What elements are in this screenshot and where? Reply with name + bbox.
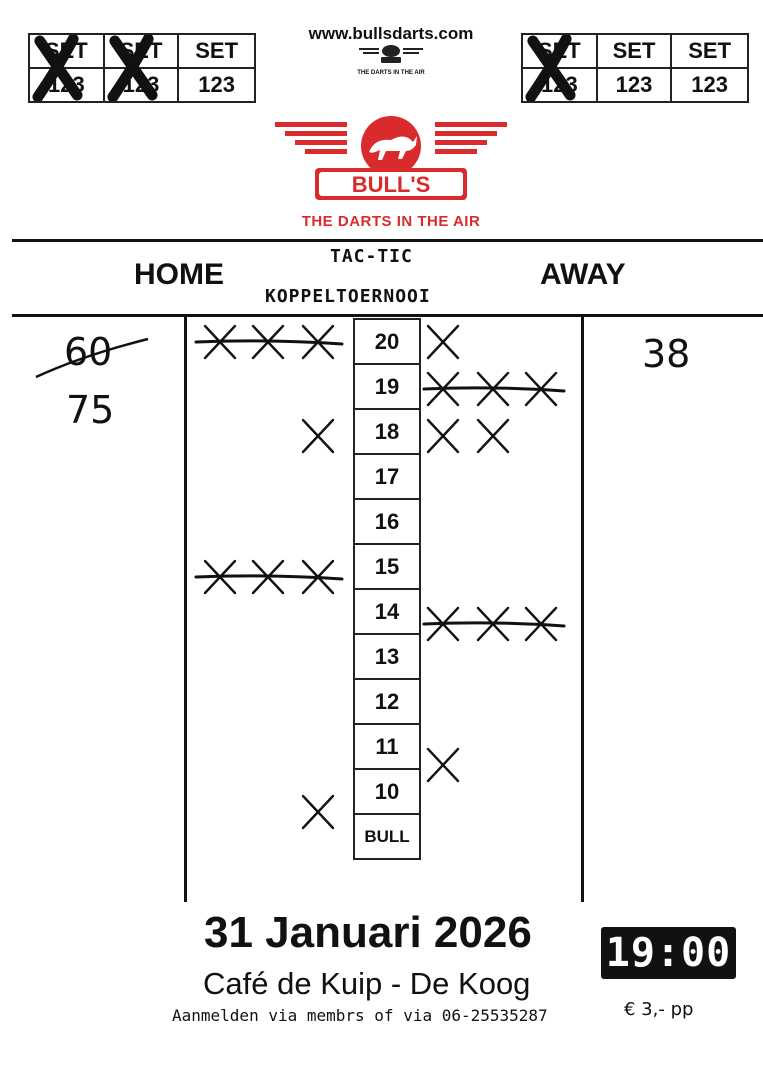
home-mark xyxy=(303,796,333,828)
home-score-struck: 60 xyxy=(64,330,113,374)
number-12: 12 xyxy=(355,678,419,723)
home-label: HOME xyxy=(134,258,224,291)
website-url: www.bullsdarts.com xyxy=(308,24,474,43)
set-header: SET xyxy=(105,35,178,69)
number-15: 15 xyxy=(355,543,419,588)
away-mark xyxy=(478,420,508,452)
start-time-display xyxy=(601,927,736,979)
away-mark xyxy=(428,420,458,452)
away-label: AWAY xyxy=(540,258,626,291)
number-19: 19 xyxy=(355,363,419,408)
number-13: 13 xyxy=(355,633,419,678)
number-11: 11 xyxy=(355,723,419,768)
home-score: 75 xyxy=(66,388,115,432)
game-title: TAC-TIC xyxy=(330,246,413,267)
number-18: 18 xyxy=(355,408,419,453)
number-10: 10 xyxy=(355,768,419,813)
signup-info: Aanmelden via membrs of via 06-25535287 xyxy=(172,1006,548,1025)
small-tagline: THE DARTS IN THE AIR xyxy=(357,70,425,76)
event-venue: Café de Kuip - De Koog xyxy=(203,966,531,1001)
number-17: 17 xyxy=(355,453,419,498)
set-value: 123 xyxy=(47,72,85,97)
tournament-title: KOPPELTOERNOOI xyxy=(265,286,431,307)
set-header: SET xyxy=(598,35,671,69)
brand-name: BULL'S xyxy=(351,172,431,197)
set-value: 123 xyxy=(540,72,578,97)
home-mark xyxy=(303,420,333,452)
away-mark xyxy=(428,749,458,781)
away-mark xyxy=(428,326,458,358)
entry-price: € 3,- pp xyxy=(624,999,694,1020)
away-score: 38 xyxy=(642,332,691,376)
tagline: THE DARTS IN THE AIR xyxy=(301,213,481,230)
set-header: SET xyxy=(672,35,747,69)
set-header: SET xyxy=(179,35,254,69)
set-header: SET xyxy=(523,35,596,69)
set-value: 123 xyxy=(198,72,236,97)
number-20: 20 xyxy=(355,318,419,363)
set-value: 123 xyxy=(122,72,160,97)
set-header: SET xyxy=(30,35,103,69)
number-bull: BULL xyxy=(355,813,419,858)
event-date: 31 Januari 2026 xyxy=(204,908,532,957)
number-14: 14 xyxy=(355,588,419,633)
start-time: 19:00 xyxy=(605,930,732,976)
number-16: 16 xyxy=(355,498,419,543)
set-value: 123 xyxy=(615,72,653,97)
set-value: 123 xyxy=(691,72,729,97)
